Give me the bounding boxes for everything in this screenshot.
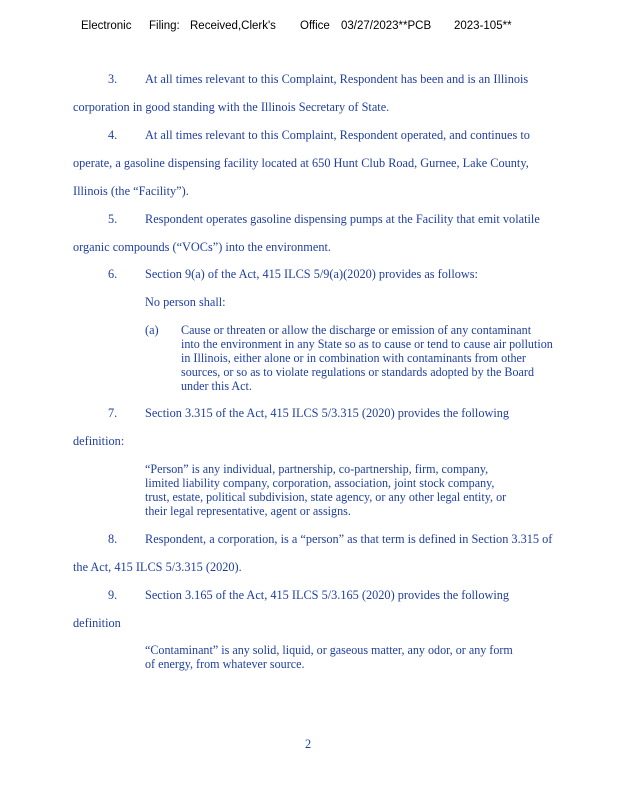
statute-lead: No person shall:	[145, 295, 226, 309]
statute-quote	[181, 323, 553, 393]
paragraph-text: Section 3.315 of the Act, 415 ILCS 5/3.315 (2020) provides the following	[145, 406, 510, 420]
header-office: Office	[300, 20, 330, 32]
paragraph-text: Respondent operates gasoline dispensing pumps at the Facility that emit volatile	[145, 212, 540, 226]
quote-line: their legal representative, agent or assigns.	[145, 504, 351, 518]
header-received: Received,Clerk's	[190, 20, 276, 32]
quote-line: of energy, from whatever source.	[145, 657, 305, 671]
paragraph-text: Section 3.165 of the Act, 415 ILCS 5/3.165 (2020) provides the following	[145, 588, 510, 602]
paragraph-text: operate, a gasoline dispensing facility located at 650 Hunt Club Road, Gurnee, Lake County,	[73, 156, 529, 170]
header-case: 2023-105**	[454, 20, 512, 32]
quote-line: “Contaminant” is any solid, liquid, or gaseous matter, any odor, or any form	[145, 643, 513, 657]
paragraph-text: At all times relevant to this Complaint, Respondent operated, and continues to	[145, 128, 530, 142]
paragraph-number: 8.	[108, 532, 118, 546]
quote-line: under this Act.	[181, 379, 252, 393]
page-number: 2	[305, 737, 312, 751]
paragraph-number: 7.	[108, 406, 118, 420]
statute-subsection-label: (a)	[145, 323, 159, 337]
quote-line: in Illinois, either alone or in combination with contaminants from other	[181, 351, 526, 365]
paragraph-text: definition:	[73, 434, 125, 448]
paragraph-number: 5.	[108, 212, 118, 226]
paragraph-number: 9.	[108, 588, 118, 602]
filing-header	[0, 20, 618, 36]
definition-quote	[145, 462, 506, 518]
header-date: 03/27/2023**PCB	[341, 20, 432, 32]
paragraph-text: Respondent, a corporation, is a “person” as that term is defined in Section 3.315 of	[145, 532, 553, 546]
header-filing: Filing:	[149, 20, 180, 32]
header-electronic: Electronic	[81, 20, 132, 32]
paragraph-text: Illinois (the “Facility”).	[73, 184, 189, 198]
paragraph-number: 4.	[108, 128, 118, 142]
quote-line: “Person” is any individual, partnership, co-partnership, firm, company,	[145, 462, 489, 476]
paragraph-number: 3.	[108, 72, 118, 86]
quote-line: limited liability company, corporation, association, joint stock company,	[145, 476, 495, 490]
paragraph-text: At all times relevant to this Complaint, Respondent has been and is an Illinois	[145, 72, 529, 86]
paragraph-text: the Act, 415 ILCS 5/3.315 (2020).	[73, 560, 242, 574]
paragraph-text: Section 9(a) of the Act, 415 ILCS 5/9(a)(2020) provides as follows:	[145, 267, 478, 281]
definition-quote	[145, 643, 513, 671]
paragraph-number: 6.	[108, 267, 118, 281]
quote-line: trust, estate, political subdivision, state agency, or any other legal entity, or	[145, 490, 507, 504]
paragraph-text: corporation in good standing with the Illinois Secretary of State.	[73, 100, 390, 114]
quote-line: sources, or so as to violate regulations or standards adopted by the Board	[181, 365, 534, 379]
quote-line: into the environment in any State so as to cause or tend to cause air pollution	[181, 337, 553, 351]
quote-line: Cause or threaten or allow the discharge or emission of any contaminant	[181, 323, 532, 337]
paragraph-text: definition	[73, 616, 121, 630]
paragraph-text: organic compounds (“VOCs”) into the environment.	[73, 240, 331, 254]
